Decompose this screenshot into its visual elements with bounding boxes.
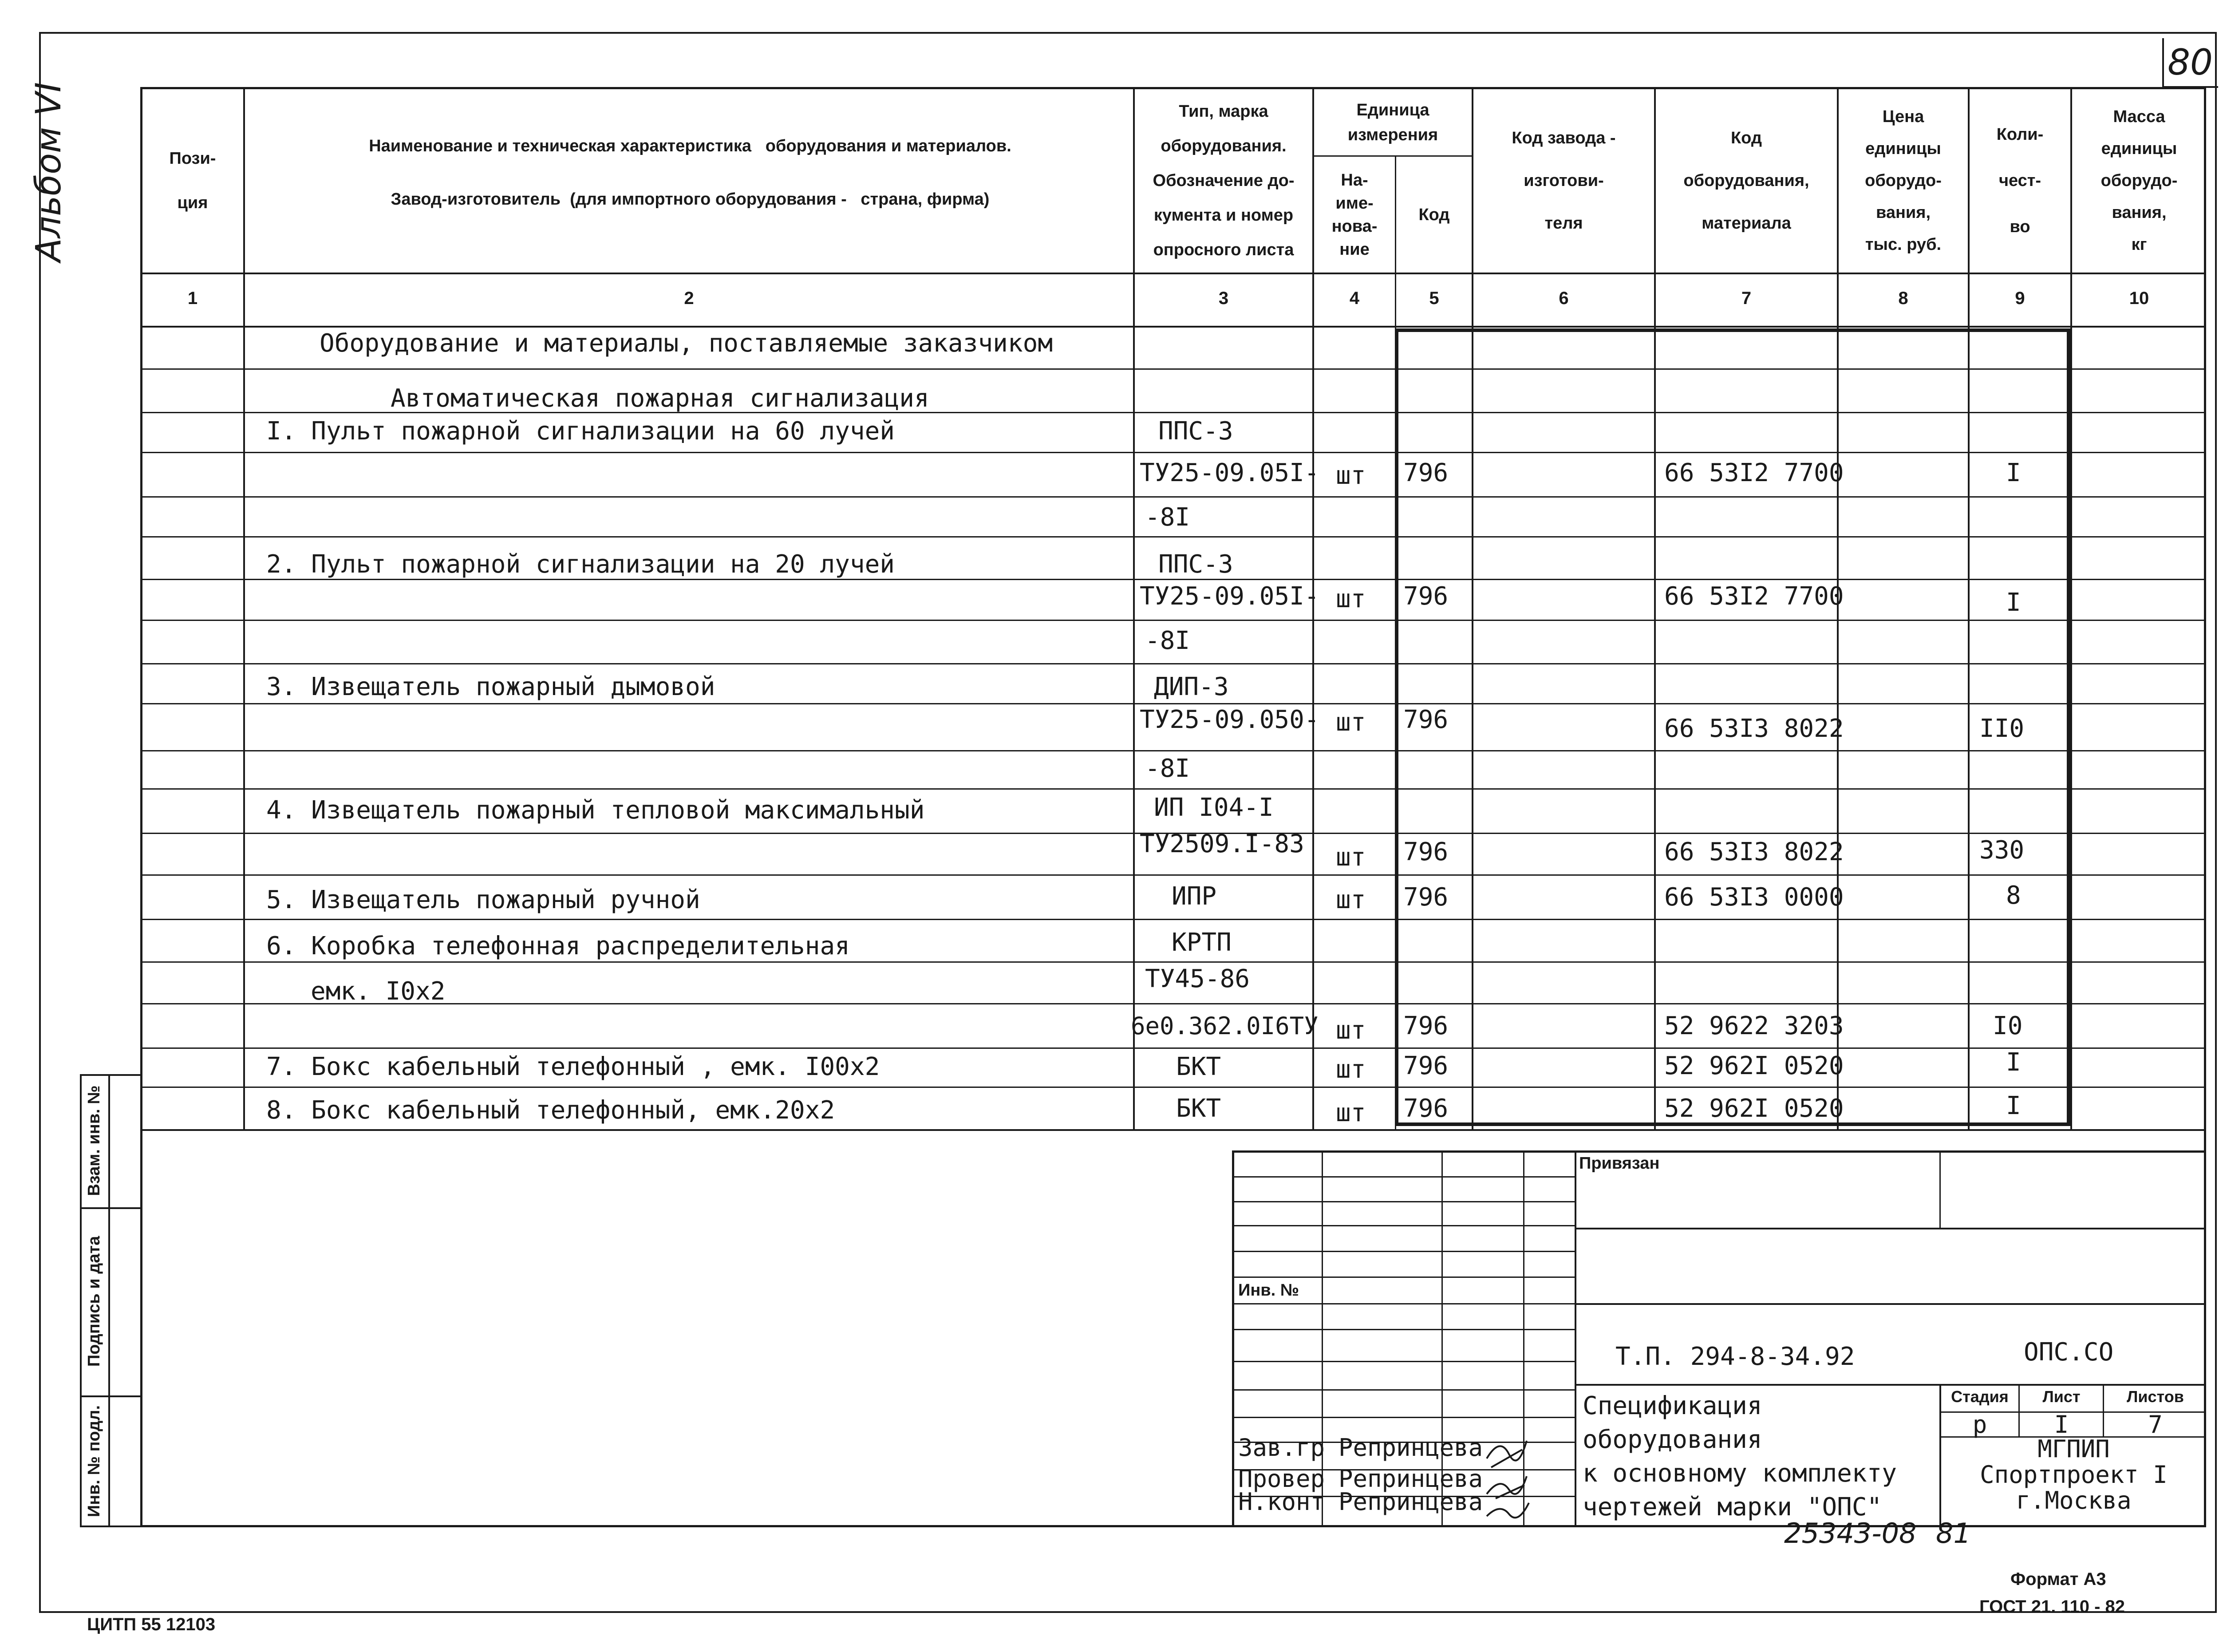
item-name: 4. Извещатель пожарный тепловой максимальный (266, 796, 925, 825)
item-qty: I (2006, 1048, 2021, 1077)
item-equip-code: 52 962I 0520 (1664, 1051, 1844, 1080)
doc-code: Т.П. 294-8-34.92 (1615, 1342, 1855, 1371)
item-equip-code: 52 9622 3203 (1664, 1012, 1844, 1040)
doc-mark: ОПС.СО (2024, 1338, 2114, 1367)
col-number: 6 (1559, 289, 1569, 308)
item-code: 796 (1403, 458, 1449, 487)
item-type: БКТ (1176, 1052, 1221, 1081)
col-number: 1 (187, 289, 198, 308)
item-qty: I0 (1993, 1012, 2023, 1040)
item-name: 7. Бокс кабельный телефонный , емк. I00х2 (266, 1052, 880, 1081)
col5-header: Код (1418, 206, 1450, 224)
item-type: ИПР (1172, 882, 1217, 911)
signer-role: Н.конт (1238, 1488, 1325, 1516)
item-code: 796 (1403, 582, 1449, 611)
col-number: 10 (2129, 289, 2149, 308)
item-code: 796 (1403, 1051, 1449, 1080)
item-code: 796 (1403, 1094, 1449, 1123)
sheets-label: Листов (2127, 1387, 2184, 1406)
item-type: ТУ2509.I-83 (1140, 830, 1304, 858)
format-label: Формат А3 (2010, 1569, 2106, 1589)
item-unit: шт (1336, 843, 1366, 872)
item-unit: шт (1336, 708, 1366, 737)
item-name: 2. Пульт пожарной сигнализации на 20 лучей (266, 550, 895, 579)
item-equip-code: 66 53I2 7700 (1664, 458, 1844, 487)
col2-header-line2: Завод-изготовитель (для импортного оборудования - страна, фирма) (391, 190, 990, 209)
item-code: 796 (1403, 838, 1449, 866)
item-qty: I (2006, 1091, 2021, 1120)
item-qty: II0 (1979, 714, 2025, 743)
stage-label: Стадия (1951, 1387, 2009, 1406)
item-unit: шт (1336, 1055, 1366, 1084)
item-unit: шт (1336, 885, 1366, 914)
inv-no-label: Инв. № (1238, 1281, 1299, 1300)
item-name: I. Пульт пожарной сигнализации на 60 лучей (266, 417, 895, 446)
sheet-value: I (2054, 1411, 2069, 1439)
organization: МГПИП Спортпроект I г.Москва (1980, 1435, 2168, 1514)
item-type: -8I (1145, 626, 1190, 655)
item-code: 796 (1403, 705, 1449, 734)
col-number: 4 (1349, 289, 1360, 308)
col-number: 9 (2015, 289, 2025, 308)
item-type: ТУ25-09.050- (1140, 705, 1319, 734)
item-equip-code: 66 53I2 7700 (1664, 582, 1844, 611)
item-name: 8. Бокс кабельный телефонный, емк.20х2 (266, 1096, 835, 1125)
album-label: Альбом VI (29, 82, 69, 262)
item-equip-code: 66 53I3 8022 (1664, 838, 1844, 866)
item-type: 6е0.362.0I6ТУ (1131, 1012, 1319, 1040)
col-number: 8 (1898, 289, 1908, 308)
item-type: ППС-3 (1158, 550, 1233, 579)
item-type: -8I (1145, 503, 1190, 532)
col-number: 7 (1741, 289, 1752, 308)
item-qty: I (2006, 458, 2021, 487)
col-number: 3 (1218, 289, 1229, 308)
signature-scribble (1482, 1432, 1536, 1521)
item-type: КРТП (1172, 928, 1232, 957)
citp-label: ЦИТП 55 12103 (87, 1615, 216, 1634)
item-type: ТУ25-09.05I- (1140, 458, 1319, 487)
col10-header: Масса единицы оборудо- вания, кг (2101, 107, 2178, 254)
item-code: 796 (1403, 883, 1449, 912)
side-podpis-data: Подпись и дата (85, 1236, 103, 1367)
signer-role: Провер (1238, 1465, 1325, 1493)
gost-label: ГОСТ 21. 110 - 82 (1979, 1597, 2125, 1616)
col4-header: На- име- нова- ние (1331, 171, 1378, 259)
item-unit: шт (1336, 1099, 1366, 1127)
col1-header: Пози- ция (169, 149, 216, 212)
item-type: ППС-3 (1158, 417, 1233, 446)
doc-description: Спецификация оборудования к основному комплекту чертежей марки "ОПС" (1583, 1391, 1897, 1522)
item-name: емк. I0х2 (311, 977, 446, 1006)
item-name: 6. Коробка телефонная распределительная (266, 932, 850, 960)
item-type: ТУ25-09.05I- (1140, 582, 1319, 611)
item-equip-code: 66 53I3 8022 (1664, 714, 1844, 743)
item-qty: 330 (1979, 836, 2025, 865)
item-equip-code: 52 962I 0520 (1664, 1094, 1844, 1123)
item-qty: 8 (2006, 881, 2021, 910)
col8-header: Цена единицы оборудо- вания, тыс. руб. (1865, 107, 1942, 254)
signer-role: Зав.гр (1238, 1434, 1325, 1462)
item-type: БКТ (1176, 1094, 1221, 1123)
item-type: ДИП-3 (1154, 672, 1229, 701)
section-title: Оборудование и материалы, поставляемые заказчиком (320, 329, 1053, 358)
signer-name: Репринцева (1339, 1434, 1483, 1462)
sheet-label: Лист (2042, 1387, 2081, 1406)
side-vzam-inv: Взам. инв. № (85, 1085, 103, 1196)
col-number: 2 (684, 289, 694, 308)
archive-suffix: 81 (1936, 1517, 1971, 1549)
col6-header: Код завода - изготови- теля (1512, 129, 1616, 233)
item-unit: шт (1336, 461, 1366, 490)
signer-name: Репринцева (1339, 1488, 1483, 1516)
item-type: ТУ45-86 (1145, 964, 1250, 993)
item-type: -8I (1145, 754, 1190, 783)
item-code: 796 (1403, 1012, 1449, 1040)
archive-number: 25343-08 (1784, 1517, 1917, 1549)
stage-value: р (1972, 1411, 1987, 1439)
item-unit: шт (1336, 585, 1366, 613)
item-type: ИП I04-I (1154, 793, 1274, 822)
item-equip-code: 66 53I3 0000 (1664, 883, 1844, 912)
item-unit: шт (1336, 1016, 1366, 1045)
item-name: 3. Извещатель пожарный дымовой (266, 672, 715, 701)
unit-group-header: Единица измерения (1347, 101, 1438, 144)
item-name: 5. Извещатель пожарный ручной (266, 885, 700, 914)
col9-header: Коли- чест- во (1996, 125, 2044, 236)
sheet-number: 80 (2168, 42, 2213, 83)
signer-name: Репринцева (1339, 1465, 1483, 1493)
side-inv-podl: Инв. № подл. (85, 1405, 103, 1518)
col3-header: Тип, марка оборудования. Обозначение до- кумента и номер опросного листа (1153, 102, 1295, 259)
section-subtitle: Автоматическая пожарная сигнализация (391, 384, 929, 413)
col-number: 5 (1429, 289, 1439, 308)
col7-header: Код оборудования, материала (1683, 129, 1809, 233)
item-qty: I (2006, 588, 2021, 617)
col2-header-line1: Наименование и техническая характеристика оборудования и материалов. (369, 137, 1011, 155)
sheets-value: 7 (2148, 1411, 2163, 1439)
privyazan-label: Привязан (1579, 1154, 1660, 1173)
